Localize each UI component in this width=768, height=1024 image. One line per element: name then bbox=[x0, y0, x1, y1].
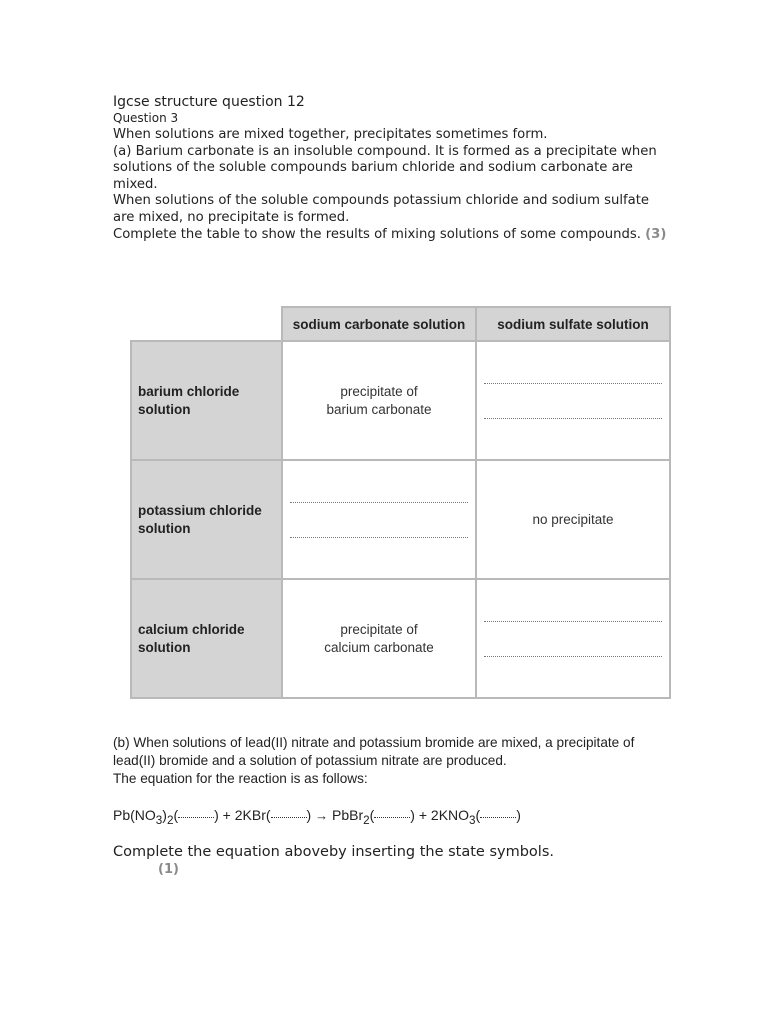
marks-label: (1) bbox=[158, 862, 179, 877]
row-header bbox=[131, 579, 282, 698]
part-b-line: (b) When solutions of lead(II) nitrate and potassium bromide are mixed, a precipitate of lead(II) bromide and a solution of potassium nitrate are produced. bbox=[113, 735, 635, 768]
intro-text bbox=[113, 127, 673, 243]
subscript: 2 bbox=[363, 813, 370, 827]
part-b-line: The equation for the reaction is as follows: bbox=[113, 770, 368, 786]
result-line: calcium carbonate bbox=[324, 639, 434, 655]
column-header: sodium sulfate solution bbox=[476, 307, 670, 341]
table-corner bbox=[131, 307, 282, 341]
answer-dotted-lines[interactable] bbox=[484, 383, 662, 419]
table-instruction: Complete the table to show the results of mixing solutions of some compounds. bbox=[113, 226, 641, 242]
dotted-line bbox=[484, 383, 662, 384]
answer-blank-cell[interactable] bbox=[476, 341, 670, 460]
row-header-line: solution bbox=[138, 401, 191, 417]
dotted-line bbox=[484, 621, 662, 622]
subscript: 2 bbox=[166, 813, 174, 827]
state-symbol-blank[interactable] bbox=[480, 817, 516, 818]
part-b-text bbox=[113, 734, 673, 787]
reaction-arrow-icon: → bbox=[315, 808, 329, 823]
result-line: barium carbonate bbox=[326, 401, 432, 417]
marks-label: (3) bbox=[645, 226, 667, 242]
chemical-equation: $Pb(NO_3)_2$( ) + 2KBr( ) → PbBr$_2$( ) + $2KNO_3$( ) bbox=[113, 807, 521, 827]
intro-line: (a) Barium carbonate is an insoluble compound. It is formed as a precipitate when solutions of the soluble compounds barium chloride and sodium carbonate are mixed. bbox=[113, 143, 657, 192]
dotted-line bbox=[290, 537, 468, 538]
subscript: 3 bbox=[469, 813, 476, 827]
reactant-formula: + 2KBr bbox=[222, 807, 266, 823]
intro-line: When solutions of the soluble compounds potassium chloride and sodium sulfate bbox=[113, 193, 650, 209]
row-header-line: barium chloride bbox=[138, 383, 240, 399]
result-cell bbox=[282, 579, 476, 698]
result-line: precipitate of bbox=[340, 621, 418, 637]
answer-blank-cell[interactable] bbox=[282, 460, 476, 579]
row-header-line: solution bbox=[138, 639, 191, 655]
table-header-row bbox=[131, 307, 670, 341]
reactant-formula: Pb(NO bbox=[113, 807, 156, 823]
page-title: Igcse structure question 12 bbox=[113, 94, 305, 110]
result-cell bbox=[282, 341, 476, 460]
state-symbol-blank[interactable] bbox=[374, 817, 410, 818]
intro-line: When solutions are mixed together, precipitates sometimes form. bbox=[113, 127, 548, 142]
equation-instruction: Complete the equation aboveby inserting the state symbols. bbox=[113, 844, 554, 860]
row-header bbox=[131, 460, 282, 579]
answer-dotted-lines[interactable] bbox=[484, 621, 662, 657]
results-table bbox=[130, 306, 671, 699]
intro-line: are mixed, no precipitate is formed. bbox=[113, 209, 350, 225]
dotted-line bbox=[484, 656, 662, 657]
row-header-line: potassium chloride bbox=[138, 502, 262, 518]
answer-dotted-lines[interactable] bbox=[290, 502, 468, 538]
intro-line bbox=[113, 227, 673, 244]
row-header-line: calcium chloride bbox=[138, 621, 245, 637]
result-cell: no precipitate bbox=[476, 460, 670, 579]
product-formula: + 2KNO bbox=[418, 807, 470, 823]
reactant-formula: ) bbox=[162, 807, 167, 823]
question-number: Question 3 bbox=[113, 111, 179, 125]
dotted-line bbox=[484, 418, 662, 419]
row-header-line: solution bbox=[138, 520, 191, 536]
product-formula: PbBr bbox=[332, 807, 364, 823]
row-header bbox=[131, 341, 282, 460]
state-symbol-blank[interactable] bbox=[271, 817, 307, 818]
table-row bbox=[131, 579, 670, 698]
column-header: sodium carbonate solution bbox=[282, 307, 476, 341]
state-symbol-blank[interactable] bbox=[178, 817, 214, 818]
subscript: 3 bbox=[155, 813, 163, 827]
table-row bbox=[131, 460, 670, 579]
dotted-line bbox=[290, 502, 468, 503]
result-line: precipitate of bbox=[340, 383, 418, 399]
answer-blank-cell[interactable] bbox=[476, 579, 670, 698]
table-row bbox=[131, 341, 670, 460]
